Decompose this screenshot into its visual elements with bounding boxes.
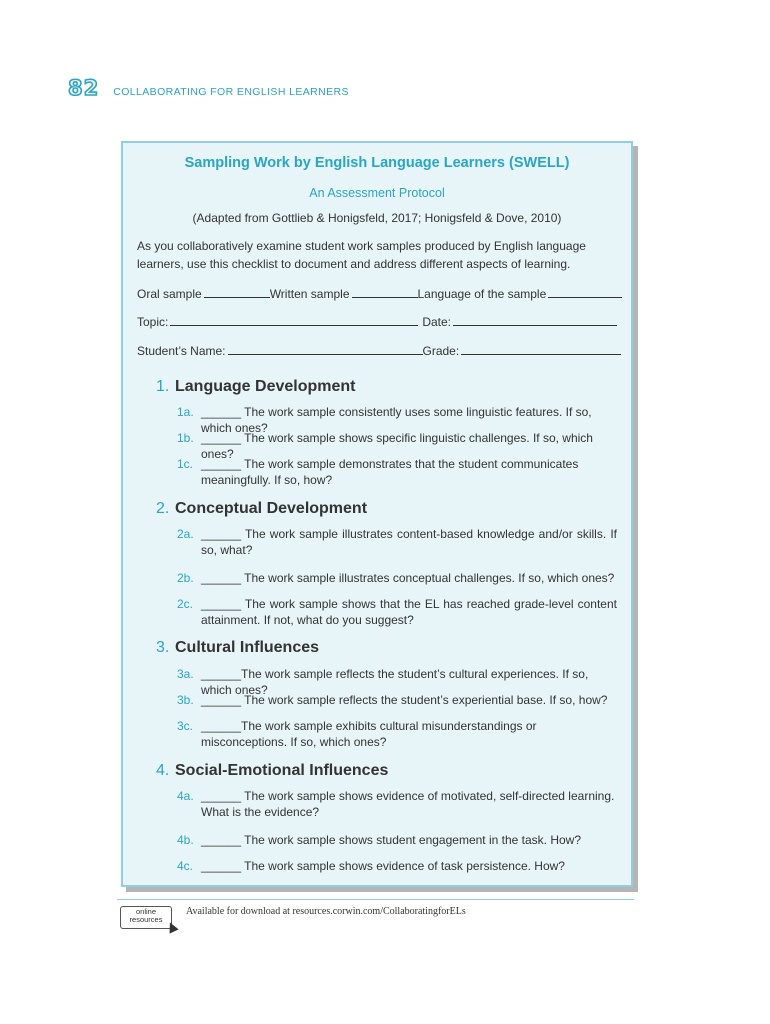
section-heading: [156, 762, 388, 780]
topic-date-row: [137, 315, 617, 329]
checklist-item[interactable]: [177, 526, 617, 558]
date-field[interactable]: [422, 315, 617, 329]
grade-label: Grade:: [422, 344, 460, 358]
logo-line-2: resources: [129, 915, 163, 924]
item-text: ______ The work sample illustrates conceptual challenges. If so, which ones?: [201, 571, 615, 585]
section-title: Social-Emotional Influences: [175, 762, 389, 779]
item-code: 4a.: [177, 789, 194, 803]
item-code: 3a.: [177, 667, 194, 681]
item-code: 2a.: [177, 527, 194, 541]
item-text: ______ The work sample shows specific linguistic challenges. If so, which ones?: [201, 431, 593, 461]
cursor-icon: [165, 920, 178, 933]
intro-text: As you collaboratively examine student work samples produced by English language learners, use this checklist to document and address different aspects of learning.: [137, 239, 586, 271]
item-code: 4b.: [177, 833, 194, 847]
swell-protocol-box: [121, 141, 633, 887]
checklist-item[interactable]: [177, 788, 617, 820]
name-grade-row: [137, 344, 617, 358]
checklist-item[interactable]: [177, 456, 617, 488]
checklist-item[interactable]: [177, 596, 617, 628]
footer-divider: [117, 899, 634, 900]
item-text: ______The work sample reflects the student’s cultural experiences. If so, which ones?: [201, 667, 589, 697]
date-label: Date:: [422, 315, 451, 329]
grade-field[interactable]: [423, 344, 622, 358]
section-number: 2.: [156, 500, 170, 517]
section-number: 1.: [156, 378, 170, 395]
student-name-field[interactable]: [137, 344, 423, 358]
running-head: COLLABORATING FOR ENGLISH LEARNERS: [113, 86, 349, 98]
section-number: 4.: [156, 762, 170, 779]
checklist-item[interactable]: [177, 692, 617, 708]
item-text: ______ The work sample shows evidence of motivated, self-directed learning. What is the evidence?: [201, 789, 615, 819]
checklist-item[interactable]: [177, 718, 617, 750]
item-text: ______ The work sample consistently uses some linguistic features. If so, which ones?: [201, 405, 592, 435]
adapted-note: (Adapted from Gottlieb & Honigsfeld, 2017; Honigsfeld & Dove, 2010): [192, 211, 562, 225]
box-subtitle: An Assessment Protocol: [309, 186, 445, 200]
language-sample-field[interactable]: [418, 287, 623, 301]
online-resources-icon: [120, 906, 172, 929]
item-code: 3c.: [177, 719, 194, 733]
page-header: [68, 76, 349, 102]
section-heading: [156, 639, 319, 657]
item-text: ______ The work sample demonstrates that the student communicates meaningfully. If so, how?: [201, 457, 579, 487]
sample-fields-row: [137, 287, 617, 301]
oral-sample-field[interactable]: [137, 287, 270, 301]
section-number: 3.: [156, 639, 170, 656]
item-code: 2b.: [177, 571, 194, 585]
box-title: Sampling Work by English Language Learners (SWELL): [184, 155, 570, 171]
student-name-label: Student’s Name:: [137, 344, 226, 358]
checklist-item[interactable]: [177, 570, 617, 586]
download-note[interactable]: Available for download at resources.corwin.com/CollaboratingforELs: [186, 906, 466, 917]
item-text: ______ The work sample shows that the EL has reached grade-level content attainment. If not, what do you suggest?: [201, 597, 617, 627]
page-number: 82: [68, 76, 100, 100]
checklist-item[interactable]: [177, 832, 617, 848]
section-title: Language Development: [175, 378, 356, 395]
item-text: ______ The work sample illustrates content-based knowledge and/or skills. If so, what?: [201, 527, 617, 557]
section-title: Cultural Influences: [175, 639, 320, 656]
written-sample-label: Written sample: [269, 287, 350, 301]
section-title: Conceptual Development: [175, 500, 368, 517]
logo-line-1: online: [135, 907, 157, 916]
item-text: ______The work sample exhibits cultural misunderstandings or misconceptions. If so, which ones?: [201, 719, 537, 749]
topic-label: Topic:: [137, 315, 169, 329]
language-sample-label: Language of the sample: [417, 287, 547, 301]
item-code: 2c.: [177, 597, 194, 611]
oral-sample-label: Oral sample: [137, 287, 202, 301]
topic-field[interactable]: [137, 315, 418, 329]
item-code: 3b.: [177, 693, 194, 707]
item-text: ______ The work sample reflects the student’s experiential base. If so, how?: [201, 693, 608, 707]
item-code: 1b.: [177, 431, 194, 445]
section-heading: [156, 378, 355, 396]
item-text: ______ The work sample shows evidence of task persistence. How?: [201, 859, 565, 873]
written-sample-field[interactable]: [270, 287, 418, 301]
section-heading: [156, 500, 367, 518]
checklist-item[interactable]: [177, 858, 617, 874]
item-code: 1a.: [177, 405, 194, 419]
item-code: 1c.: [177, 457, 194, 471]
item-text: ______ The work sample shows student engagement in the task. How?: [201, 833, 582, 847]
item-code: 4c.: [177, 859, 194, 873]
